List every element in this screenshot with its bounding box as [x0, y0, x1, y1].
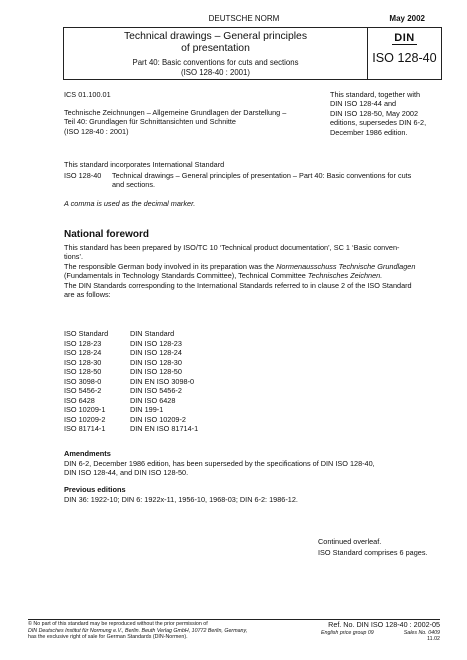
- table-row: ISO 3098-0 DIN EN ISO 3098-0: [64, 376, 195, 386]
- title-cell: [64, 28, 368, 79]
- previous-editions-heading: Previous editions: [64, 485, 126, 494]
- table-row: ISO 128-50 DIN ISO 128-50: [64, 367, 182, 376]
- copyright-notice: © No part of this standard may be reproduced without the prior permission of DIN Deutsches Institut für Normung e.V., Berlin. Beuth Verlag GmbH, 10772 Berlin, Germany, has the exclusive right of sale for German Standards (DIN-Normen).: [28, 621, 248, 641]
- pages-note: ISO Standard comprises 6 pages.: [318, 548, 428, 557]
- table-row: ISO 5456-2 DIN ISO 5456-2: [64, 386, 182, 395]
- reference-block: [321, 621, 440, 642]
- decimal-marker-note: A comma is used as the decimal marker.: [64, 199, 196, 208]
- din-logo: DIN: [394, 32, 415, 44]
- national-foreword-body: This standard has been prepared by ISO/TC 10 ‘Technical product documentation’, SC 1 ‘Basic conven- tions’. The responsible German body involved in its preparation was the Normenausschuss Technische Grundlagen (Fundamentals in Technology Standards Committee), Technical Committee Technisches Zeichnen. The DIN Standards corresponding to the International Standards referred to in clause 2 of the ISO Standard are as follows:: [64, 243, 444, 299]
- incorporates-statement: This standard incorporates International Standard: [64, 160, 225, 169]
- continued-note: Continued overleaf.: [318, 537, 382, 546]
- national-foreword-heading: National foreword: [64, 229, 150, 240]
- table-row: ISO 6428 DIN ISO 6428: [64, 395, 176, 405]
- sales-number: Sales No. 0409: [403, 629, 440, 636]
- amendments-heading: Amendments: [64, 449, 111, 458]
- table-row: ISO 128-23 DIN ISO 128-23: [64, 338, 182, 348]
- ref-number: Ref. No. DIN ISO 128-40 : 2002-05: [328, 620, 440, 629]
- table-row: ISO 10209-2 DIN ISO 10209-2: [64, 414, 186, 424]
- german-title: Technische Zeichnungen – Allgemeine Grundlagen der Darstellung – Teil 40: Grundlagen für Schnittansichten und Schnitte (ISO 128-40 : 2001): [64, 108, 287, 136]
- responsible-body-line2: (Fundamentals in Technology Standards Committee), Technical Committee Technisches Zeichnen.: [64, 271, 383, 281]
- table-header: ISO Standard DIN Standard: [64, 329, 175, 338]
- responsible-body-line1: The responsible German body involved in its preparation was the Normenausschuss Technische Grundlagen: [64, 261, 416, 271]
- incorporated-ref: ISO 128-40: [64, 171, 102, 180]
- amendments-body: DIN 6-2, December 1986 edition, has been superseded by the specifications of DIN ISO 128-40, DIN ISO 128-44, and DIN ISO 128-50.: [64, 459, 375, 478]
- standard-id-cell: [368, 28, 441, 79]
- incorporated-description: Technical drawings – General principles of presentation – Part 40: Basic conventions for cuts and sections.: [112, 171, 412, 190]
- table-row: ISO 10209-1 DIN 199-1: [64, 405, 164, 414]
- document-title: Technical drawings – General principles of presentation: [123, 31, 308, 54]
- publication-date: May 2002: [389, 14, 425, 23]
- title-block: [63, 27, 442, 80]
- document-subtitle: Part 40: Basic conventions for cuts and sections (ISO 128-40 : 2001): [132, 58, 299, 77]
- table-row: ISO 81714-1 DIN EN ISO 81714-1: [64, 424, 199, 433]
- table-row: ISO 128-24 DIN ISO 128-24: [64, 348, 182, 357]
- previous-editions-body: DIN 36: 1922-10; DIN 6: 1922x-11, 1956-10, 1968-03; DIN 6-2: 1986-12.: [64, 495, 298, 504]
- price-group: English price group 09: [321, 629, 374, 636]
- norm-label: DEUTSCHE NORM: [208, 14, 280, 23]
- standard-number: ISO 128-40: [372, 51, 437, 65]
- supersedes-note: This standard, together with DIN ISO 128-44 and DIN ISO 128-50, May 2002 editions, supersedes DIN 6-2, December 1986 edition.: [330, 90, 427, 137]
- table-row: ISO 128-30 DIN ISO 128-30: [64, 357, 182, 367]
- date-code: 11.02: [427, 636, 440, 642]
- ics-code: ICS 01.100.01: [64, 90, 111, 99]
- standards-table: [64, 329, 198, 434]
